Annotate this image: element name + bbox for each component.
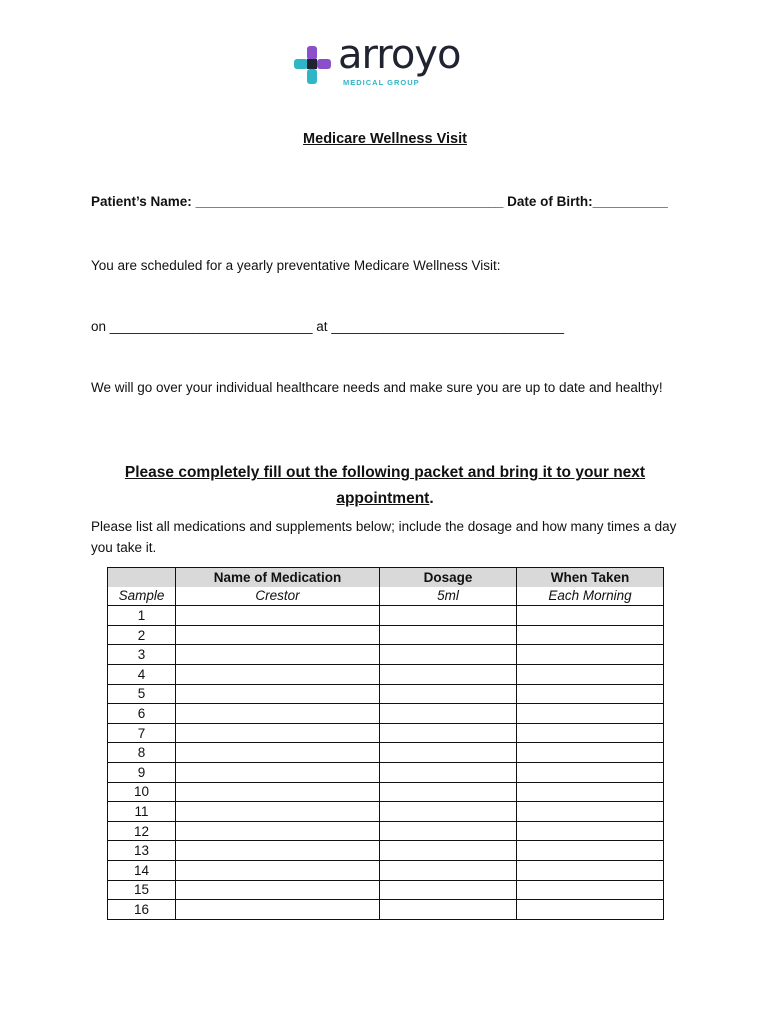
patient-info-line xyxy=(91,194,668,209)
medication-table xyxy=(107,567,664,920)
when-taken-cell[interactable] xyxy=(517,645,664,665)
dosage-cell[interactable] xyxy=(380,762,517,782)
medication-cell[interactable] xyxy=(176,821,380,841)
row-number: 9 xyxy=(108,762,176,782)
row-number: 11 xyxy=(108,802,176,822)
logo-tagline: MEDICAL GROUP xyxy=(343,78,420,87)
table-row xyxy=(108,645,664,665)
sample-dosage: 5ml xyxy=(380,587,517,606)
dosage-cell[interactable] xyxy=(380,802,517,822)
row-number: 16 xyxy=(108,900,176,920)
table-row xyxy=(108,723,664,743)
medication-cell[interactable] xyxy=(176,880,380,900)
sample-row xyxy=(108,587,664,606)
instruction-heading xyxy=(110,460,660,512)
medication-cell[interactable] xyxy=(176,802,380,822)
row-number: 14 xyxy=(108,860,176,880)
appointment-time-field[interactable]: _______________________________ xyxy=(331,319,565,334)
row-number: 4 xyxy=(108,664,176,684)
when-taken-cell[interactable] xyxy=(517,802,664,822)
appointment-line xyxy=(91,319,564,334)
scheduled-text: You are scheduled for a yearly preventative Medicare Wellness Visit: xyxy=(91,258,501,273)
when-taken-cell[interactable] xyxy=(517,743,664,763)
row-number: 7 xyxy=(108,723,176,743)
patient-name-label: Patient’s Name: xyxy=(91,194,192,209)
header-medication: Name of Medication xyxy=(176,568,380,587)
medication-instructions: Please list all medications and supplements below; include the dosage and how many times a day you take it. xyxy=(91,519,677,555)
page-title: Medicare Wellness Visit xyxy=(303,131,467,147)
on-label: on xyxy=(91,319,107,334)
appointment-date-field[interactable]: ___________________________ xyxy=(109,319,313,334)
dosage-cell[interactable] xyxy=(380,880,517,900)
medication-cell[interactable] xyxy=(176,900,380,920)
medication-cell[interactable] xyxy=(176,782,380,802)
goal-paragraph: We will go over your individual healthcare needs and make sure you are up to date and healthy! xyxy=(91,380,663,395)
table-row xyxy=(108,625,664,645)
row-number: 5 xyxy=(108,684,176,704)
table-row xyxy=(108,743,664,763)
instruction-heading-period: . xyxy=(429,490,434,507)
when-taken-cell[interactable] xyxy=(517,762,664,782)
when-taken-cell[interactable] xyxy=(517,782,664,802)
when-taken-cell[interactable] xyxy=(517,821,664,841)
dob-field[interactable]: __________ xyxy=(592,194,668,209)
when-taken-cell[interactable] xyxy=(517,684,664,704)
table-header-row xyxy=(108,568,664,587)
medication-cell[interactable] xyxy=(176,645,380,665)
medication-cell[interactable] xyxy=(176,664,380,684)
dosage-cell[interactable] xyxy=(380,743,517,763)
medication-cell[interactable] xyxy=(176,723,380,743)
patient-name-field[interactable]: _________________________________________ xyxy=(195,194,504,209)
medical-cross-icon xyxy=(292,44,336,88)
medication-cell[interactable] xyxy=(176,860,380,880)
medication-cell[interactable] xyxy=(176,684,380,704)
when-taken-cell[interactable] xyxy=(517,880,664,900)
dosage-cell[interactable] xyxy=(380,782,517,802)
row-number: 2 xyxy=(108,625,176,645)
medication-cell[interactable] xyxy=(176,625,380,645)
arroyo-logo xyxy=(292,32,482,88)
table-row xyxy=(108,860,664,880)
dosage-cell[interactable] xyxy=(380,606,517,626)
when-taken-cell[interactable] xyxy=(517,723,664,743)
dosage-cell[interactable] xyxy=(380,645,517,665)
when-taken-cell[interactable] xyxy=(517,625,664,645)
table-row xyxy=(108,664,664,684)
row-number: 1 xyxy=(108,606,176,626)
table-row xyxy=(108,821,664,841)
row-number: 13 xyxy=(108,841,176,861)
when-taken-cell[interactable] xyxy=(517,900,664,920)
dosage-cell[interactable] xyxy=(380,723,517,743)
header-index xyxy=(108,568,176,587)
medication-cell[interactable] xyxy=(176,841,380,861)
when-taken-cell[interactable] xyxy=(517,606,664,626)
at-label: at xyxy=(316,319,328,334)
row-number: 15 xyxy=(108,880,176,900)
dosage-cell[interactable] xyxy=(380,664,517,684)
header-dosage: Dosage xyxy=(380,568,517,587)
row-number: 8 xyxy=(108,743,176,763)
table-row xyxy=(108,606,664,626)
medication-cell[interactable] xyxy=(176,606,380,626)
when-taken-cell[interactable] xyxy=(517,860,664,880)
sample-label: Sample xyxy=(108,587,176,606)
sample-when: Each Morning xyxy=(517,587,664,606)
header-when-taken: When Taken xyxy=(517,568,664,587)
row-number: 12 xyxy=(108,821,176,841)
medication-cell[interactable] xyxy=(176,762,380,782)
dosage-cell[interactable] xyxy=(380,860,517,880)
table-row xyxy=(108,900,664,920)
dosage-cell[interactable] xyxy=(380,625,517,645)
table-row xyxy=(108,704,664,724)
table-row xyxy=(108,841,664,861)
logo-wordmark: arroyo xyxy=(338,32,461,78)
table-row xyxy=(108,684,664,704)
dosage-cell[interactable] xyxy=(380,900,517,920)
dosage-cell[interactable] xyxy=(380,684,517,704)
medication-cell[interactable] xyxy=(176,704,380,724)
row-number: 10 xyxy=(108,782,176,802)
when-taken-cell[interactable] xyxy=(517,664,664,684)
table-row xyxy=(108,762,664,782)
sample-medication: Crestor xyxy=(176,587,380,606)
dosage-cell[interactable] xyxy=(380,704,517,724)
when-taken-cell[interactable] xyxy=(517,841,664,861)
row-number: 3 xyxy=(108,645,176,665)
table-row xyxy=(108,880,664,900)
medication-cell[interactable] xyxy=(176,743,380,763)
dosage-cell[interactable] xyxy=(380,841,517,861)
row-number: 6 xyxy=(108,704,176,724)
instruction-heading-text: Please completely fill out the following packet and bring it to your next appointment xyxy=(124,464,646,507)
table-row xyxy=(108,782,664,802)
dob-label: Date of Birth: xyxy=(507,194,593,209)
dosage-cell[interactable] xyxy=(380,821,517,841)
when-taken-cell[interactable] xyxy=(517,704,664,724)
table-row xyxy=(108,802,664,822)
